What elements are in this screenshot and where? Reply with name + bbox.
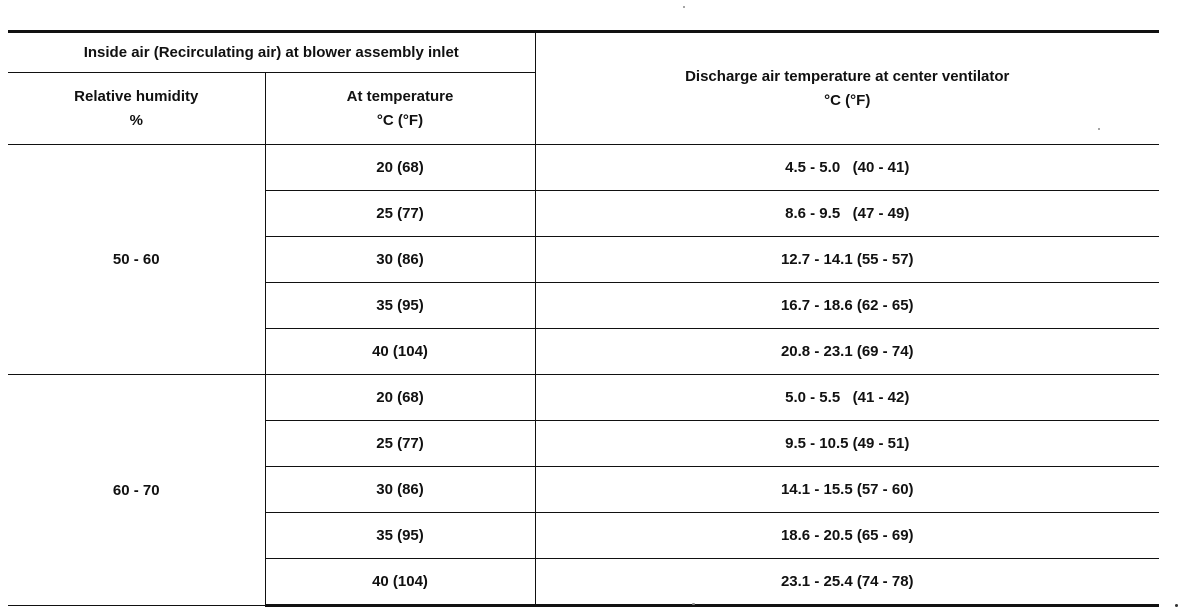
temperature-cell: 35 (95) bbox=[265, 513, 535, 559]
scan-speck bbox=[1098, 128, 1100, 130]
temperature-cell: 40 (104) bbox=[265, 559, 535, 606]
temperature-cell: 25 (77) bbox=[265, 191, 535, 237]
temperature-cell: 35 (95) bbox=[265, 283, 535, 329]
temperature-cell: 30 (86) bbox=[265, 467, 535, 513]
temperature-cell: 20 (68) bbox=[265, 145, 535, 191]
discharge-cell: 8.6 - 9.5 (47 - 49) bbox=[535, 191, 1159, 237]
relative-humidity-header bbox=[8, 73, 265, 145]
humidity-group-cell: 60 - 70 bbox=[8, 375, 265, 606]
discharge-cell: 4.5 - 5.0 (40 - 41) bbox=[535, 145, 1159, 191]
at-temperature-unit: °C (°F) bbox=[376, 111, 424, 129]
discharge-air-header bbox=[535, 32, 1159, 145]
table-row bbox=[8, 375, 1159, 421]
relative-humidity-label: Relative humidity bbox=[74, 87, 199, 105]
performance-table bbox=[8, 30, 1159, 607]
humidity-group-cell: 50 - 60 bbox=[8, 145, 265, 375]
at-temperature-header bbox=[265, 73, 535, 145]
inside-air-header: Inside air (Recirculating air) at blower assembly inlet bbox=[8, 32, 535, 73]
relative-humidity-unit: % bbox=[129, 111, 143, 129]
scan-speck bbox=[683, 6, 685, 8]
scan-speck bbox=[1175, 604, 1178, 607]
temperature-cell: 30 (86) bbox=[265, 237, 535, 283]
discharge-header-unit: °C (°F) bbox=[824, 91, 871, 109]
at-temperature-label: At temperature bbox=[346, 87, 454, 105]
discharge-cell: 16.7 - 18.6 (62 - 65) bbox=[535, 283, 1159, 329]
discharge-cell: 18.6 - 20.5 (65 - 69) bbox=[535, 513, 1159, 559]
temperature-cell: 25 (77) bbox=[265, 421, 535, 467]
discharge-cell: 12.7 - 14.1 (55 - 57) bbox=[535, 237, 1159, 283]
discharge-cell: 5.0 - 5.5 (41 - 42) bbox=[535, 375, 1159, 421]
temperature-cell: 20 (68) bbox=[265, 375, 535, 421]
discharge-cell: 23.1 - 25.4 (74 - 78) bbox=[535, 559, 1159, 606]
discharge-cell: 9.5 - 10.5 (49 - 51) bbox=[535, 421, 1159, 467]
discharge-header-label: Discharge air temperature at center ventilator bbox=[685, 67, 1010, 85]
header-row-1 bbox=[8, 32, 1159, 73]
scan-speck bbox=[692, 603, 695, 605]
table-row bbox=[8, 145, 1159, 191]
discharge-cell: 14.1 - 15.5 (57 - 60) bbox=[535, 467, 1159, 513]
discharge-cell: 20.8 - 23.1 (69 - 74) bbox=[535, 329, 1159, 375]
temperature-cell: 40 (104) bbox=[265, 329, 535, 375]
